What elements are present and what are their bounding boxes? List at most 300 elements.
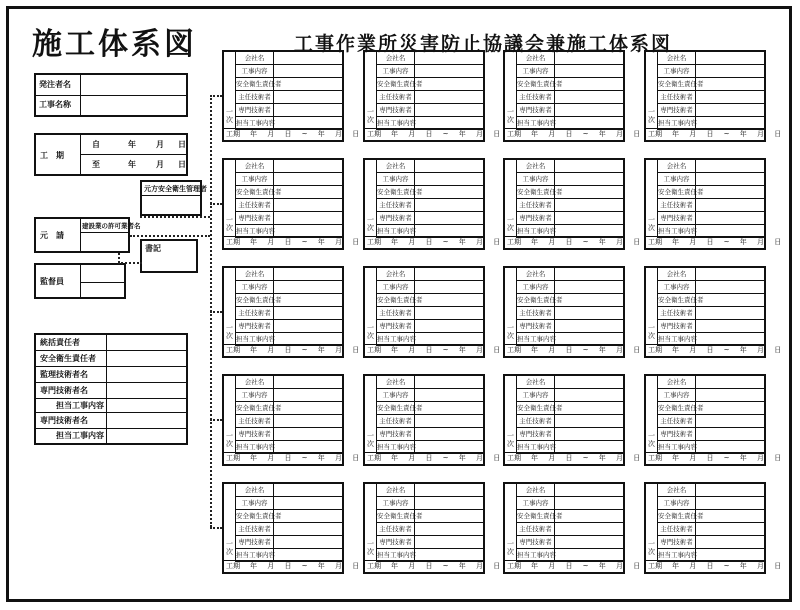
subcontractor-card bbox=[222, 50, 364, 142]
card-field-value bbox=[274, 510, 342, 523]
card-field-label: 担当工事内容 bbox=[517, 333, 555, 346]
card-tier-label: 一次 bbox=[226, 324, 233, 340]
card-period-dates: 年 月 日 ~ 年 月 日 bbox=[391, 346, 505, 354]
card-field-value bbox=[274, 523, 342, 536]
card-field-label: 会社名 bbox=[658, 484, 696, 497]
card-field-value bbox=[274, 268, 342, 281]
card-tier-label: 一次 bbox=[226, 216, 233, 232]
card-field-value bbox=[415, 65, 483, 78]
card-tier-label: 一次 bbox=[367, 216, 374, 232]
card-field-value bbox=[555, 320, 623, 333]
card-tier-column bbox=[646, 484, 658, 562]
card-tier-column bbox=[646, 52, 658, 130]
card-field-label: 担当工事内容 bbox=[377, 333, 415, 346]
card-field-value bbox=[415, 268, 483, 281]
card-period-dates: 年 月 日 ~ 年 月 日 bbox=[531, 346, 645, 354]
card-field-label: 担当工事内容 bbox=[658, 441, 696, 454]
card-tier-column bbox=[505, 484, 517, 562]
card-tier-label: 一次 bbox=[226, 108, 233, 124]
card-field-value bbox=[696, 536, 764, 549]
card-field-value bbox=[274, 428, 342, 441]
card-tier-label: 一次 bbox=[507, 432, 514, 448]
card-period-label: 工期 bbox=[226, 346, 240, 354]
card-field-label: 専門技術者 bbox=[658, 428, 696, 441]
owner-info-box bbox=[34, 73, 188, 117]
card-field-value bbox=[274, 389, 342, 402]
card-field-value bbox=[274, 402, 342, 415]
subcontractor-card bbox=[503, 482, 645, 574]
card-field-value bbox=[696, 65, 764, 78]
card-period-label: 工期 bbox=[226, 562, 240, 570]
card-field-label: 主任技術者 bbox=[236, 307, 274, 320]
card-field-label: 安全衛生責任者 bbox=[377, 510, 415, 523]
card-field-value bbox=[696, 307, 764, 320]
card-field-value bbox=[274, 160, 342, 173]
card-field-label: 主任技術者 bbox=[658, 415, 696, 428]
card-field-label: 主任技術者 bbox=[236, 199, 274, 212]
card-field-value bbox=[274, 536, 342, 549]
main-title: 施工体系図 bbox=[32, 27, 197, 62]
card-field-label: 会社名 bbox=[377, 52, 415, 65]
card-period-row bbox=[224, 560, 364, 572]
card-field-label: 主任技術者 bbox=[377, 307, 415, 320]
card-period-dates: 年 月 日 ~ 年 月 日 bbox=[672, 130, 786, 138]
card-period-dates: 年 月 日 ~ 年 月 日 bbox=[672, 454, 786, 462]
card-tier-column bbox=[365, 376, 377, 454]
card-field-label: 担当工事内容 bbox=[517, 117, 555, 130]
card-field-value bbox=[696, 294, 764, 307]
card-field-value bbox=[274, 497, 342, 510]
card-field-value bbox=[274, 186, 342, 199]
card-tier-column bbox=[646, 376, 658, 454]
card-field-value bbox=[274, 173, 342, 186]
card-field-value bbox=[555, 415, 623, 428]
card-field-label: 担当工事内容 bbox=[377, 549, 415, 562]
connector-line bbox=[210, 527, 222, 529]
card-field-label: 主任技術者 bbox=[377, 199, 415, 212]
card-field-value bbox=[555, 536, 623, 549]
card-field-label: 安全衛生責任者 bbox=[236, 186, 274, 199]
safety-manager-box bbox=[140, 180, 207, 216]
card-field-label: 工事内容 bbox=[377, 497, 415, 510]
card-field-label: 担当工事内容 bbox=[658, 333, 696, 346]
card-period-dates: 年 月 日 ~ 年 月 日 bbox=[391, 454, 505, 462]
subcontractor-card bbox=[503, 374, 645, 466]
card-period-row bbox=[646, 128, 786, 140]
card-period-dates: 年 月 日 ~ 年 月 日 bbox=[672, 238, 786, 246]
card-field-label: 工事内容 bbox=[377, 389, 415, 402]
connector-line bbox=[140, 216, 210, 218]
card-period-label: 工期 bbox=[648, 562, 662, 570]
subcontractor-card bbox=[363, 158, 505, 250]
card-field-value bbox=[415, 212, 483, 225]
card-field-label: 担当工事内容 bbox=[658, 225, 696, 238]
card-field-label: 工事内容 bbox=[236, 173, 274, 186]
card-field-value bbox=[274, 415, 342, 428]
card-period-dates: 年 月 日 ~ 年 月 日 bbox=[391, 130, 505, 138]
subcontractor-card bbox=[222, 158, 364, 250]
card-field-label: 安全衛生責任者 bbox=[658, 402, 696, 415]
card-field-label: 担当工事内容 bbox=[377, 225, 415, 238]
card-field-value bbox=[696, 160, 764, 173]
card-field-label: 主任技術者 bbox=[658, 199, 696, 212]
card-tier-column bbox=[365, 160, 377, 238]
card-period-dates: 年 月 日 ~ 年 月 日 bbox=[531, 562, 645, 570]
card-field-label: 工事内容 bbox=[236, 65, 274, 78]
card-field-label: 会社名 bbox=[658, 52, 696, 65]
card-field-value bbox=[555, 186, 623, 199]
card-tier-label: 一次 bbox=[367, 432, 374, 448]
card-period-row bbox=[505, 236, 645, 248]
card-tier-column bbox=[365, 52, 377, 130]
card-field-value bbox=[696, 52, 764, 65]
card-field-label: 会社名 bbox=[377, 268, 415, 281]
card-period-dates: 年 月 日 ~ 年 月 日 bbox=[531, 454, 645, 462]
card-field-value bbox=[696, 497, 764, 510]
card-field-label: 安全衛生責任者 bbox=[377, 78, 415, 91]
card-field-value bbox=[415, 389, 483, 402]
card-field-label: 主任技術者 bbox=[658, 91, 696, 104]
card-field-value bbox=[415, 428, 483, 441]
card-field-label: 工事内容 bbox=[658, 389, 696, 402]
card-field-label: 安全衛生責任者 bbox=[658, 510, 696, 523]
card-period-label: 工期 bbox=[226, 130, 240, 138]
card-field-label: 担当工事内容 bbox=[377, 117, 415, 130]
card-field-label: 安全衛生責任者 bbox=[658, 294, 696, 307]
card-field-label: 工事内容 bbox=[377, 173, 415, 186]
card-tier-label: 一次 bbox=[648, 432, 655, 448]
safety-manager-label: 元方安全衛生管理者 bbox=[144, 185, 207, 193]
card-field-value bbox=[415, 78, 483, 91]
subcontractor-card bbox=[222, 266, 364, 358]
card-field-value bbox=[555, 281, 623, 294]
subcontractor-card bbox=[363, 482, 505, 574]
card-field-label: 主任技術者 bbox=[517, 523, 555, 536]
card-field-value bbox=[415, 307, 483, 320]
card-field-value bbox=[696, 268, 764, 281]
card-period-row bbox=[505, 560, 645, 572]
owner-row bbox=[36, 75, 186, 96]
card-field-label: 工事内容 bbox=[517, 497, 555, 510]
project-label: 工事名称 bbox=[39, 100, 71, 109]
card-field-value bbox=[696, 320, 764, 333]
card-field-label: 会社名 bbox=[517, 52, 555, 65]
card-field-value bbox=[415, 160, 483, 173]
subcontractor-card bbox=[644, 374, 786, 466]
card-field-value bbox=[415, 91, 483, 104]
card-period-row bbox=[646, 452, 786, 464]
card-field-value bbox=[555, 402, 623, 415]
subcontractor-card bbox=[644, 50, 786, 142]
card-period-label: 工期 bbox=[507, 562, 521, 570]
card-period-row bbox=[224, 128, 364, 140]
card-field-value bbox=[274, 376, 342, 389]
card-field-label: 安全衛生責任者 bbox=[658, 186, 696, 199]
card-field-label: 安全衛生責任者 bbox=[377, 294, 415, 307]
card-field-label: 担当工事内容 bbox=[236, 333, 274, 346]
card-field-label: 専門技術者 bbox=[377, 104, 415, 117]
card-field-value bbox=[696, 523, 764, 536]
card-field-label: 会社名 bbox=[658, 160, 696, 173]
card-period-dates: 年 月 日 ~ 年 月 日 bbox=[531, 130, 645, 138]
card-tier-column bbox=[505, 160, 517, 238]
card-field-label: 主任技術者 bbox=[236, 415, 274, 428]
card-field-value bbox=[415, 415, 483, 428]
card-period-label: 工期 bbox=[507, 454, 521, 462]
card-tier-column bbox=[505, 376, 517, 454]
card-field-value bbox=[274, 212, 342, 225]
card-field-value bbox=[274, 52, 342, 65]
card-field-label: 主任技術者 bbox=[377, 415, 415, 428]
card-field-label: 専門技術者 bbox=[658, 320, 696, 333]
card-field-value bbox=[696, 186, 764, 199]
card-period-row bbox=[365, 344, 505, 356]
card-tier-label: 一次 bbox=[367, 108, 374, 124]
card-tier-column bbox=[224, 268, 236, 346]
card-tier-label: 一次 bbox=[648, 540, 655, 556]
subcontractor-card bbox=[503, 50, 645, 142]
subcontractor-card bbox=[644, 482, 786, 574]
card-field-label: 工事内容 bbox=[517, 281, 555, 294]
card-period-dates: 年 月 日 ~ 年 月 日 bbox=[672, 562, 786, 570]
card-field-value bbox=[696, 402, 764, 415]
card-field-value bbox=[415, 199, 483, 212]
card-field-label: 担当工事内容 bbox=[377, 441, 415, 454]
subcontractor-card bbox=[503, 266, 645, 358]
card-period-row bbox=[646, 344, 786, 356]
card-field-label: 主任技術者 bbox=[377, 523, 415, 536]
subcontractor-card bbox=[363, 50, 505, 142]
card-period-dates: 年 月 日 ~ 年 月 日 bbox=[531, 238, 645, 246]
card-field-value bbox=[555, 52, 623, 65]
client-label: 元 請 bbox=[40, 231, 64, 240]
card-field-value bbox=[555, 484, 623, 497]
card-field-label: 安全衛生責任者 bbox=[517, 186, 555, 199]
card-field-value bbox=[415, 186, 483, 199]
subcontractor-card bbox=[363, 266, 505, 358]
card-field-value bbox=[415, 402, 483, 415]
card-field-label: 会社名 bbox=[517, 376, 555, 389]
period-box: 工 期 自 年 月 日 至 年 月 日 bbox=[34, 133, 188, 176]
card-field-label: 安全衛生責任者 bbox=[658, 78, 696, 91]
card-field-label: 担当工事内容 bbox=[236, 549, 274, 562]
card-field-label: 工事内容 bbox=[236, 281, 274, 294]
card-period-label: 工期 bbox=[226, 238, 240, 246]
card-field-value bbox=[555, 428, 623, 441]
card-field-value bbox=[274, 307, 342, 320]
card-field-value bbox=[415, 281, 483, 294]
card-field-label: 専門技術者 bbox=[517, 428, 555, 441]
card-period-row bbox=[365, 236, 505, 248]
card-field-label: 専門技術者 bbox=[377, 320, 415, 333]
subcontractor-card bbox=[503, 158, 645, 250]
card-period-label: 工期 bbox=[507, 346, 521, 354]
card-field-label: 専門技術者 bbox=[517, 104, 555, 117]
card-field-label: 工事内容 bbox=[517, 65, 555, 78]
card-field-label: 安全衛生責任者 bbox=[517, 78, 555, 91]
card-field-value bbox=[555, 268, 623, 281]
card-period-row bbox=[505, 344, 645, 356]
subcontractor-card bbox=[644, 266, 786, 358]
card-field-label: 会社名 bbox=[517, 268, 555, 281]
card-period-row bbox=[646, 560, 786, 572]
card-field-label: 主任技術者 bbox=[517, 415, 555, 428]
card-period-label: 工期 bbox=[367, 454, 381, 462]
card-period-label: 工期 bbox=[367, 130, 381, 138]
card-field-value bbox=[274, 91, 342, 104]
card-tier-label: 一次 bbox=[226, 540, 233, 556]
card-field-label: 担当工事内容 bbox=[517, 549, 555, 562]
card-tier-column bbox=[224, 484, 236, 562]
card-field-value bbox=[696, 389, 764, 402]
card-field-label: 専門技術者 bbox=[517, 536, 555, 549]
card-field-label: 会社名 bbox=[377, 376, 415, 389]
card-tier-label: 一次 bbox=[507, 540, 514, 556]
card-field-value bbox=[274, 294, 342, 307]
card-field-value bbox=[415, 523, 483, 536]
card-tier-column bbox=[505, 52, 517, 130]
card-field-value bbox=[555, 523, 623, 536]
card-period-label: 工期 bbox=[226, 454, 240, 462]
card-field-label: 会社名 bbox=[517, 484, 555, 497]
card-field-label: 会社名 bbox=[236, 160, 274, 173]
card-field-label: 工事内容 bbox=[658, 497, 696, 510]
card-field-label: 会社名 bbox=[236, 484, 274, 497]
card-field-label: 担当工事内容 bbox=[517, 441, 555, 454]
card-period-label: 工期 bbox=[648, 238, 662, 246]
card-tier-column bbox=[365, 484, 377, 562]
card-field-label: 安全衛生責任者 bbox=[377, 402, 415, 415]
card-period-label: 工期 bbox=[648, 454, 662, 462]
card-field-label: 専門技術者 bbox=[658, 212, 696, 225]
staff-label: 書記 bbox=[145, 244, 161, 253]
connector-line bbox=[210, 203, 222, 205]
card-tier-label: 一次 bbox=[226, 432, 233, 448]
roles-box: 統括責任者 安全衛生責任者 監理技術者名 専門技術者名 担当工事内容 専門技術者名 担当工事内容 bbox=[34, 333, 188, 445]
card-field-label: 担当工事内容 bbox=[517, 225, 555, 238]
card-period-dates: 年 月 日 ~ 年 月 日 bbox=[250, 454, 364, 462]
connector-line bbox=[210, 95, 222, 97]
card-field-label: 会社名 bbox=[517, 160, 555, 173]
card-tier-column bbox=[365, 268, 377, 346]
client-box bbox=[34, 217, 141, 253]
card-tier-label: 一次 bbox=[648, 108, 655, 124]
card-field-label: 担当工事内容 bbox=[236, 225, 274, 238]
card-period-label: 工期 bbox=[648, 346, 662, 354]
card-field-value bbox=[696, 173, 764, 186]
card-period-label: 工期 bbox=[507, 238, 521, 246]
card-field-value bbox=[274, 78, 342, 91]
card-field-value bbox=[696, 91, 764, 104]
connector-line bbox=[210, 419, 222, 421]
card-field-value bbox=[696, 281, 764, 294]
subcontractor-card bbox=[644, 158, 786, 250]
card-field-label: 主任技術者 bbox=[517, 199, 555, 212]
card-period-label: 工期 bbox=[367, 238, 381, 246]
card-period-dates: 年 月 日 ~ 年 月 日 bbox=[250, 346, 364, 354]
card-field-value bbox=[274, 199, 342, 212]
card-field-value bbox=[415, 484, 483, 497]
card-field-label: 安全衛生責任者 bbox=[517, 510, 555, 523]
card-period-label: 工期 bbox=[367, 346, 381, 354]
card-field-label: 会社名 bbox=[236, 376, 274, 389]
card-field-label: 安全衛生責任者 bbox=[517, 294, 555, 307]
card-field-label: 工事内容 bbox=[236, 389, 274, 402]
card-tier-label: 一次 bbox=[367, 324, 374, 340]
card-field-value bbox=[415, 173, 483, 186]
card-field-label: 専門技術者 bbox=[236, 104, 274, 117]
connector-line bbox=[210, 311, 222, 313]
card-field-label: 会社名 bbox=[658, 268, 696, 281]
card-period-row bbox=[646, 236, 786, 248]
card-field-label: 安全衛生責任者 bbox=[236, 294, 274, 307]
card-period-dates: 年 月 日 ~ 年 月 日 bbox=[250, 130, 364, 138]
card-field-value bbox=[274, 281, 342, 294]
card-tier-label: 一次 bbox=[648, 324, 655, 340]
card-field-label: 担当工事内容 bbox=[236, 441, 274, 454]
card-field-label: 専門技術者 bbox=[658, 104, 696, 117]
card-field-value bbox=[696, 484, 764, 497]
card-field-label: 専門技術者 bbox=[658, 536, 696, 549]
card-field-label: 専門技術者 bbox=[236, 320, 274, 333]
card-field-label: 工事内容 bbox=[658, 65, 696, 78]
card-field-label: 工事内容 bbox=[658, 281, 696, 294]
card-field-label: 主任技術者 bbox=[658, 523, 696, 536]
card-field-value bbox=[696, 199, 764, 212]
card-field-value bbox=[415, 52, 483, 65]
card-period-label: 工期 bbox=[648, 130, 662, 138]
card-tier-column bbox=[224, 160, 236, 238]
connector-line bbox=[118, 262, 142, 264]
card-field-label: 主任技術者 bbox=[236, 523, 274, 536]
supervisor-label: 監督員 bbox=[40, 277, 64, 286]
card-period-row bbox=[505, 452, 645, 464]
card-period-dates: 年 月 日 ~ 年 月 日 bbox=[672, 346, 786, 354]
card-field-value bbox=[274, 320, 342, 333]
card-field-value bbox=[555, 510, 623, 523]
card-field-label: 工事内容 bbox=[377, 281, 415, 294]
card-field-value bbox=[696, 428, 764, 441]
card-tier-label: 一次 bbox=[648, 216, 655, 232]
card-tier-label: 一次 bbox=[367, 540, 374, 556]
card-field-value bbox=[555, 199, 623, 212]
card-field-value bbox=[555, 497, 623, 510]
card-tier-column bbox=[224, 52, 236, 130]
sub-title: 工事作業所災害防止協議会兼施工体系図 bbox=[294, 33, 673, 55]
card-field-value bbox=[696, 510, 764, 523]
card-field-value bbox=[696, 104, 764, 117]
card-field-label: 工事内容 bbox=[517, 389, 555, 402]
card-field-label: 会社名 bbox=[658, 376, 696, 389]
card-field-value bbox=[555, 376, 623, 389]
card-field-label: 専門技術者 bbox=[236, 428, 274, 441]
card-field-label: 担当工事内容 bbox=[236, 117, 274, 130]
card-field-value bbox=[415, 104, 483, 117]
card-field-value bbox=[415, 376, 483, 389]
card-field-label: 専門技術者 bbox=[377, 536, 415, 549]
card-field-label: 会社名 bbox=[236, 268, 274, 281]
card-field-label: 担当工事内容 bbox=[658, 549, 696, 562]
card-period-dates: 年 月 日 ~ 年 月 日 bbox=[250, 562, 364, 570]
card-field-value bbox=[696, 376, 764, 389]
card-field-value bbox=[415, 294, 483, 307]
card-field-label: 専門技術者 bbox=[377, 212, 415, 225]
card-field-value bbox=[555, 307, 623, 320]
card-period-label: 工期 bbox=[507, 130, 521, 138]
card-field-label: 会社名 bbox=[377, 484, 415, 497]
card-field-label: 安全衛生責任者 bbox=[236, 78, 274, 91]
card-field-label: 会社名 bbox=[377, 160, 415, 173]
